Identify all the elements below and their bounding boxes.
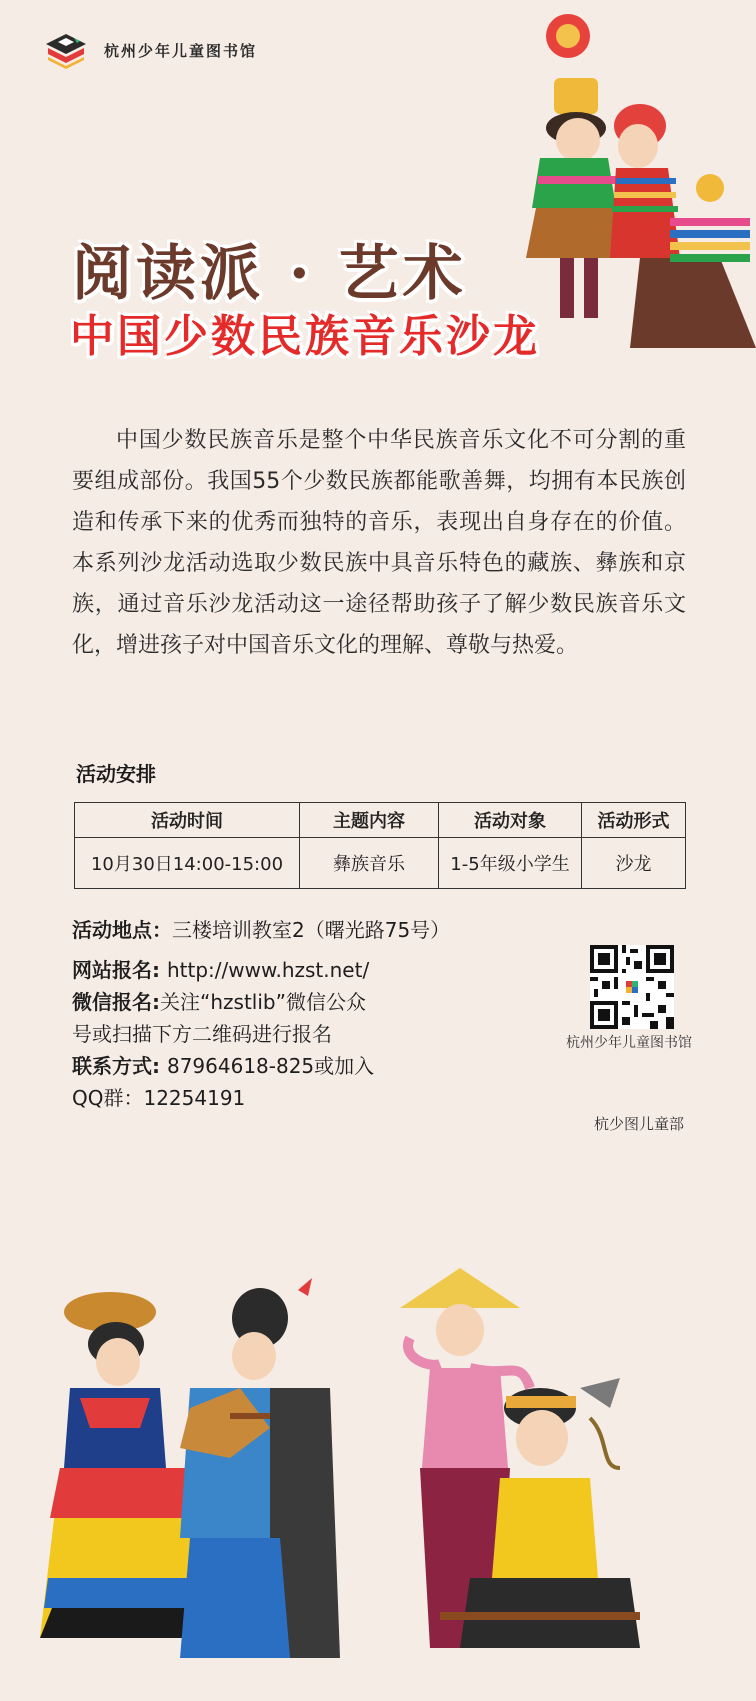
table-cell: 沙龙 (582, 838, 686, 889)
qr-code-icon[interactable] (590, 945, 674, 1029)
sub-title: 中国少数民族音乐沙龙 (70, 311, 540, 362)
wechat-signup-line (72, 986, 366, 1015)
location-line (72, 914, 450, 943)
department-credit: 杭少图儿童部 (594, 1115, 685, 1133)
table-cell: 彝族音乐 (300, 838, 439, 889)
wechat-label: 微信报名: (72, 990, 160, 1014)
table-row (75, 838, 686, 889)
main-title: 阅读派 · 艺术 (72, 239, 467, 309)
wechat-value: 关注“hzstlib”微信公众 (160, 990, 366, 1014)
dancers-illustration-bottom-left (40, 1278, 350, 1678)
web-label: 网站报名: (72, 958, 167, 982)
table-header-row (75, 803, 686, 838)
qr-caption: 杭州少年儿童图书馆 (566, 1035, 692, 1051)
schedule-table (74, 802, 686, 889)
contact-value: 87964618-825或加入 (166, 1054, 375, 1078)
contact-label: 联系方式: (72, 1054, 167, 1078)
dancers-illustration-top (520, 8, 756, 358)
table-cell: 10月30日14:00-15:00 (75, 838, 300, 889)
schedule-heading: 活动安排 (76, 762, 156, 786)
location-label: 活动地点： (72, 918, 172, 942)
wechat-signup-line-2: 号或扫描下方二维码进行报名 (72, 1022, 332, 1046)
contact-line (72, 1050, 374, 1079)
library-name: 杭州少年儿童图书馆 (104, 42, 258, 60)
table-header-cell: 主题内容 (300, 803, 439, 838)
web-signup-line (72, 954, 369, 983)
location-value: 三楼培训教室2（曙光路75号） (172, 918, 451, 942)
musicians-illustration-bottom-right (400, 1268, 640, 1668)
table-header-cell: 活动时间 (75, 803, 300, 838)
table-header-cell: 活动形式 (582, 803, 686, 838)
table-header-cell: 活动对象 (439, 803, 582, 838)
web-link[interactable]: http://www.hzst.net/ (166, 958, 370, 982)
intro-paragraph: 中国少数民族音乐是整个中华民族音乐文化不可分割的重要组成部份。我国55个少数民族都能歌善舞，均拥有本民族创造和传承下来的优秀而独特的音乐，表现出自身存在的价值。本系列沙龙活动选取少数民族中具音乐特色的藏族、彝族和京族，通过音乐沙龙活动这一途径帮助孩子了解少数民族音乐文化，增进孩子对中国音乐文化的理解、尊敬与热爱。 (72, 428, 686, 658)
table-cell: 1-5年级小学生 (439, 838, 582, 889)
qq-group-line: QQ群：12254191 (72, 1086, 246, 1110)
library-logo-icon (44, 30, 88, 70)
